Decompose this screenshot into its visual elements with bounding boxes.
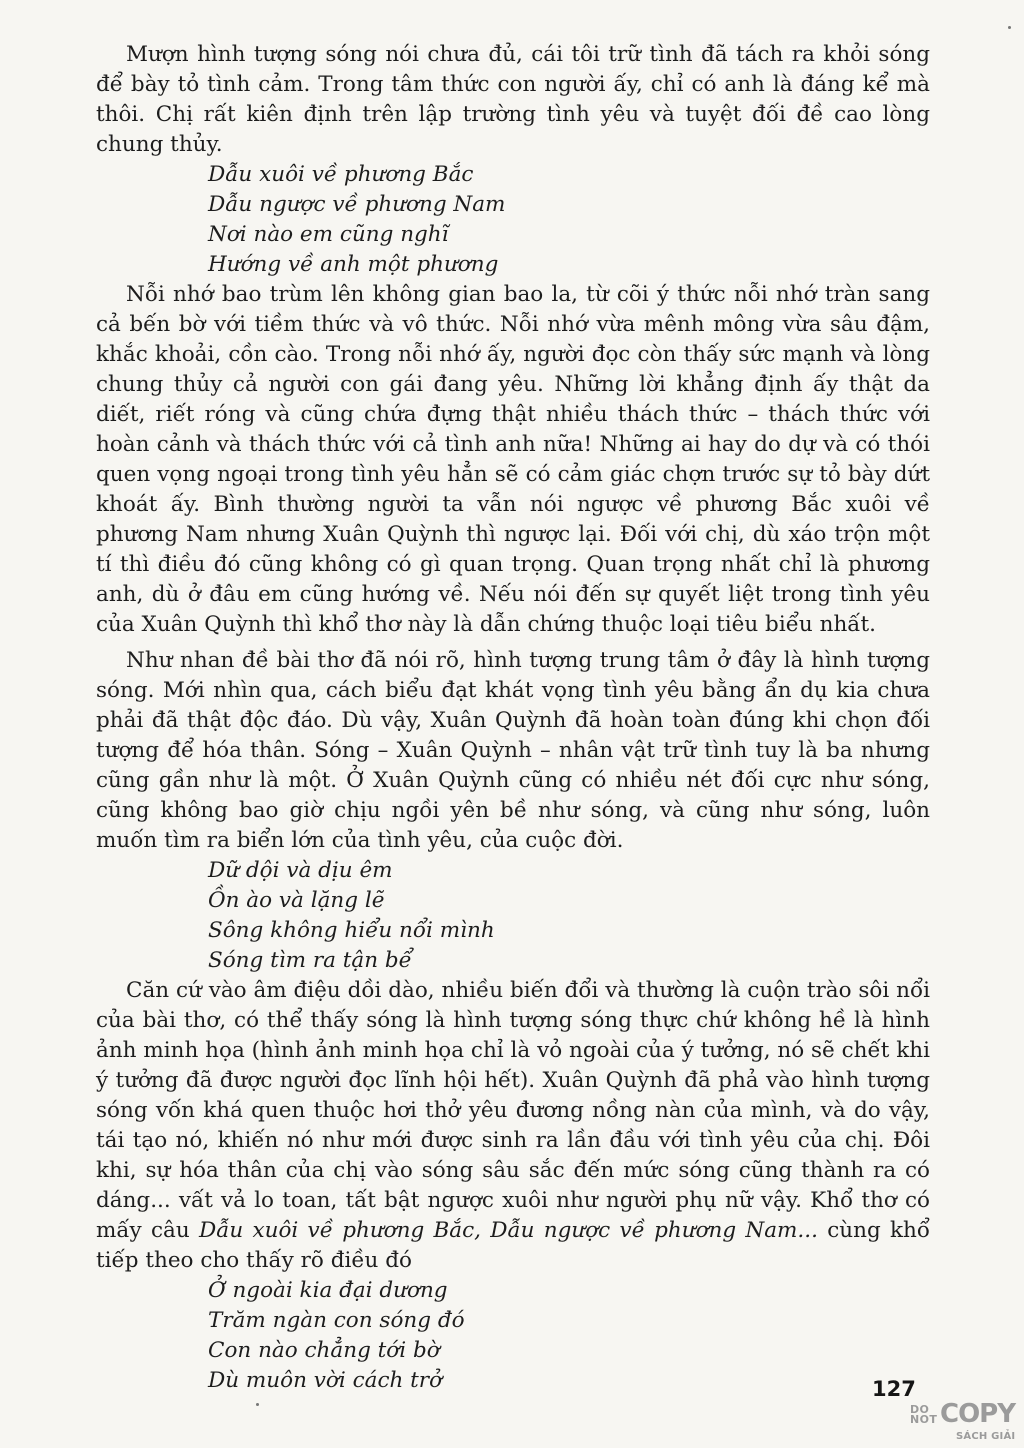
watermark-left-top: DO <box>910 1403 930 1416</box>
poem-stanza-1 <box>96 160 930 280</box>
paragraph-1: Mượn hình tượng sóng nói chưa đủ, cái tôi trữ tình đã tách ra khỏi sóng để bày tỏ tình cảm. Trong tâm thức con người ấy, chỉ có anh là đáng kể mà thôi. Chị rất kiên định trên lập trường tình yêu và tuyệt đối đề cao lòng chung thủy. <box>96 42 930 157</box>
poem-line: Trăm ngàn con sóng đó <box>208 1308 465 1333</box>
poem-line: Ồn ào và lặng lẽ <box>208 888 385 913</box>
poem-line: Dù muôn vời cách trở <box>208 1368 443 1393</box>
paragraph-4-main: Căn cứ vào âm điệu dồi dào, nhiều biến đổi và thường là cuộn trào sôi nổi của bài thơ, có thể thấy sóng là hình tượng sóng thực chứ không hề là hình ảnh minh họa (hình ảnh minh họa chỉ là vỏ ngoài của ý tưởng, nó sẽ chết khi ý tưởng đã được người đọc lĩnh hội hết). Xuân Quỳnh đã phả vào hình tượng sóng vốn khá quen thuộc hơi thở yêu đương nồng nàn của mình, và do vậy, tái tạo nó, khiến nó như mới được sinh ra lần đầu với tình yêu của chị. Đôi khi, sự hóa thân của chị vào sóng sâu sắc đến mức sóng cũng thành ra có dáng... vất vả lo toan, tất bật ngược xuôi như người phụ nữ vậy. Khổ thơ có mấy câu <box>96 978 930 1243</box>
poem-line: Ở ngoài kia đại dương <box>208 1278 448 1303</box>
poem-line: Dữ dội và dịu êm <box>208 858 393 883</box>
paragraph-4 <box>96 976 930 1276</box>
poem-line: Dẫu ngược về phương Nam <box>208 192 506 217</box>
paragraph-4-italic: Dẫu xuôi về phương Bắc, Dẫu ngược về phương Nam... <box>198 1218 818 1243</box>
poem-stanza-2 <box>96 856 930 976</box>
poem-line: Dẫu xuôi về phương Bắc <box>208 162 474 187</box>
poem-stanza-3 <box>96 1276 930 1396</box>
page-number: 127 <box>872 1377 916 1401</box>
page-text-column <box>96 40 930 1396</box>
watermark <box>910 1399 1020 1446</box>
scan-mark-dot <box>256 1403 259 1406</box>
paragraph-3: Như nhan đề bài thơ đã nói rõ, hình tượng trung tâm ở đây là hình tượng sóng. Mới nhìn qua, cách biểu đạt khát vọng tình yêu bằng ẩn dụ kia chưa phải đã thật độc đáo. Dù vậy, Xuân Quỳnh đã hoàn toàn đúng khi chọn đối tượng để hóa thân. Sóng – Xuân Quỳnh – nhân vật trữ tình tuy là ba nhưng cũng gần như là một. Ở Xuân Quỳnh cũng có nhiều nét đối cực như sóng, cũng không bao giờ chịu ngồi yên bề như sóng, và cũng như sóng, luôn muốn tìm ra biển lớn của tình yêu, của cuộc đời. <box>96 648 930 853</box>
watermark-brand-text: SÁCH GIẢI <box>956 1431 1016 1442</box>
scan-mark-dot <box>1008 26 1011 29</box>
watermark-copy-text: COPY <box>940 1399 1016 1429</box>
watermark-left-bottom: NOT <box>910 1413 938 1426</box>
paragraph-2: Nỗi nhớ bao trùm lên không gian bao la, từ cõi ý thức nỗi nhớ tràn sang cả bến bờ với tiềm thức và vô thức. Nỗi nhớ vừa mênh mông vừa sâu đậm, khắc khoải, cồn cào. Trong nỗi nhớ ấy, người đọc còn thấy sức mạnh và lòng chung thủy cả người con gái đang yêu. Những lời khẳng định ấy thật da diết, riết róng và cũng chứa đựng thật nhiều thách thức – thách thức với hoàn cảnh và thách thức với cả tình anh nữa! Những ai hay do dự và có thói quen vọng ngoại trong tình yêu hẳn sẽ có cảm giác chợn trước sự tỏ bày dứt khoát ấy. Bình thường người ta vẫn nói ngược về phương Bắc xuôi về phương Nam nhưng Xuân Quỳnh thì ngược lại. Đối với chị, dù xáo trộn một tí thì điều đó cũng không có gì quan trọng. Quan trọng nhất chỉ là phương anh, dù ở đâu em cũng hướng về. Nếu nói đến sự quyết liệt trong tình yêu của Xuân Quỳnh thì khổ thơ này là dẫn chứng thuộc loại tiêu biểu nhất. <box>96 282 930 637</box>
poem-line: Nơi nào em cũng nghĩ <box>208 222 449 247</box>
poem-line: Hướng về anh một phương <box>208 252 499 277</box>
poem-line: Con nào chẳng tới bờ <box>208 1338 440 1363</box>
paragraph-4-end: cùng khổ tiếp theo cho thấy rõ điều đó <box>96 1218 931 1273</box>
poem-line: Sóng tìm ra tận bể <box>208 948 412 973</box>
poem-line: Sông không hiểu nổi mình <box>208 918 495 943</box>
watermark-left-text <box>910 1405 937 1425</box>
